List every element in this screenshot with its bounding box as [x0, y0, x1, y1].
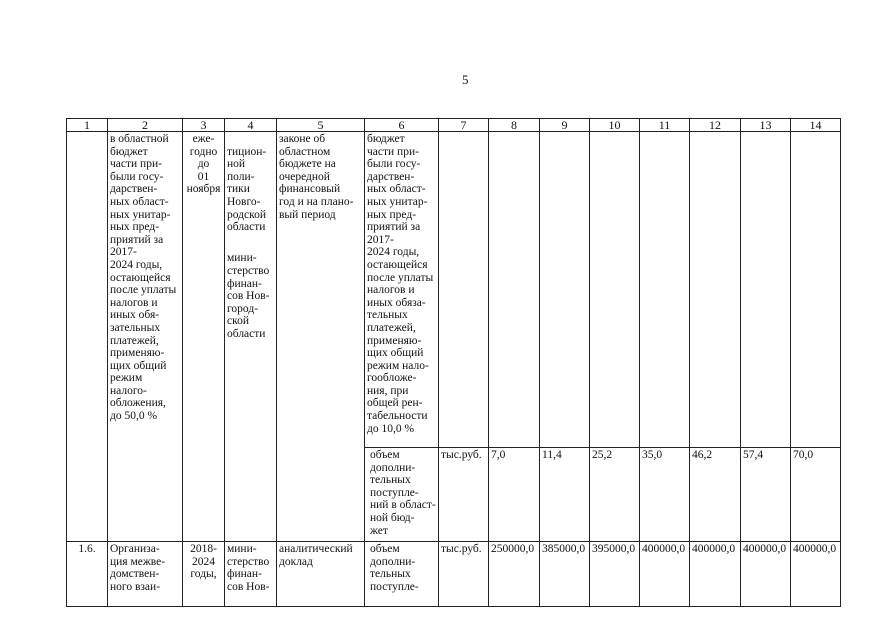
- column-number: 3: [183, 119, 225, 132]
- unit-cell: [439, 132, 489, 448]
- row-number-cell: [67, 132, 108, 542]
- value-cell: [791, 132, 841, 448]
- responsible-cell: [225, 132, 277, 542]
- value-cell: [640, 132, 690, 448]
- column-number: 5: [277, 119, 365, 132]
- column-number: 4: [225, 119, 277, 132]
- value-cell: 7,0: [489, 448, 540, 542]
- value-cell: [590, 132, 640, 448]
- value-cell: [741, 132, 791, 448]
- result-form-cell: аналитический доклад: [277, 542, 365, 607]
- value-cell: 385000,0: [540, 542, 590, 607]
- value-cell: 395000,0: [590, 542, 640, 607]
- value-cell: 25,2: [590, 448, 640, 542]
- column-number: 9: [540, 119, 590, 132]
- page-number: 5: [462, 72, 469, 87]
- column-number-row: [67, 119, 841, 132]
- column-number: 10: [590, 119, 640, 132]
- value-cell: 70,0: [791, 448, 841, 542]
- column-number: 8: [489, 119, 540, 132]
- column-number: 13: [741, 119, 791, 132]
- responsible-cell: мини- стерство финан- сов Нов-: [225, 542, 277, 607]
- table-row: [67, 542, 841, 607]
- table-row: [67, 132, 841, 448]
- value-cell: 46,2: [690, 448, 741, 542]
- column-number: 12: [690, 119, 741, 132]
- unit-cell: тыс.руб.: [439, 448, 489, 542]
- indicator-cell: объем дополни- тельных поступле- ний в област- ной бюд- жет: [365, 448, 439, 542]
- row-number-cell: 1.6.: [67, 542, 108, 607]
- column-number: 7: [439, 119, 489, 132]
- deadline-cell: еже- годно до 01 ноября: [183, 132, 225, 542]
- value-cell: [690, 132, 741, 448]
- value-cell: [489, 132, 540, 448]
- column-number: 6: [365, 119, 439, 132]
- value-cell: 11,4: [540, 448, 590, 542]
- responsible-text: тицион- ной поли- тики Новго- родской области: [227, 145, 267, 234]
- column-number: 1: [67, 119, 108, 132]
- responsible-ministry-text: мини- стерство финан- сов Нов- город- ской области: [227, 252, 270, 340]
- value-cell: 400000,0: [791, 542, 841, 607]
- measure-description: в областной бюджет части при- были госу- дарствен- ных област- ных унитар- ных пред- приятий за 2017- 2024 годы, остающейся после уплаты налогов и иных обя- зательных платежей, применяю- щих общий режим налого- обложения, до 50,0 %: [108, 132, 183, 542]
- value-cell: 250000,0: [489, 542, 540, 607]
- column-number: 2: [108, 119, 183, 132]
- indicator-cell: объем дополни- тельных поступле-: [365, 542, 439, 607]
- unit-cell: тыс.руб.: [439, 542, 489, 607]
- deadline-cell: 2018- 2024 годы,: [183, 542, 225, 607]
- value-cell: 400000,0: [690, 542, 741, 607]
- value-cell: 400000,0: [741, 542, 791, 607]
- result-form-cell: законе об областном бюджете на очередной финансовый год и на плано- вый период: [277, 132, 365, 542]
- value-cell: 35,0: [640, 448, 690, 542]
- value-cell: 400000,0: [640, 542, 690, 607]
- column-number: 11: [640, 119, 690, 132]
- measure-description: Организа- ция межве- домствен- ного взаи-: [108, 542, 183, 607]
- value-cell: [540, 132, 590, 448]
- measures-table: [66, 118, 841, 607]
- indicator-cell: бюджет части при- были госу- дарствен- ных област- ных унитар- ных пред- приятий за 2017- 2024 годы, остающейся после уплаты налогов и иных обяза- тельных платежей, применяю- щих общий режим нало- гообложе- ния, при общей рен- табельности до 10,0 %: [365, 132, 439, 448]
- value-cell: 57,4: [741, 448, 791, 542]
- column-number: 14: [791, 119, 841, 132]
